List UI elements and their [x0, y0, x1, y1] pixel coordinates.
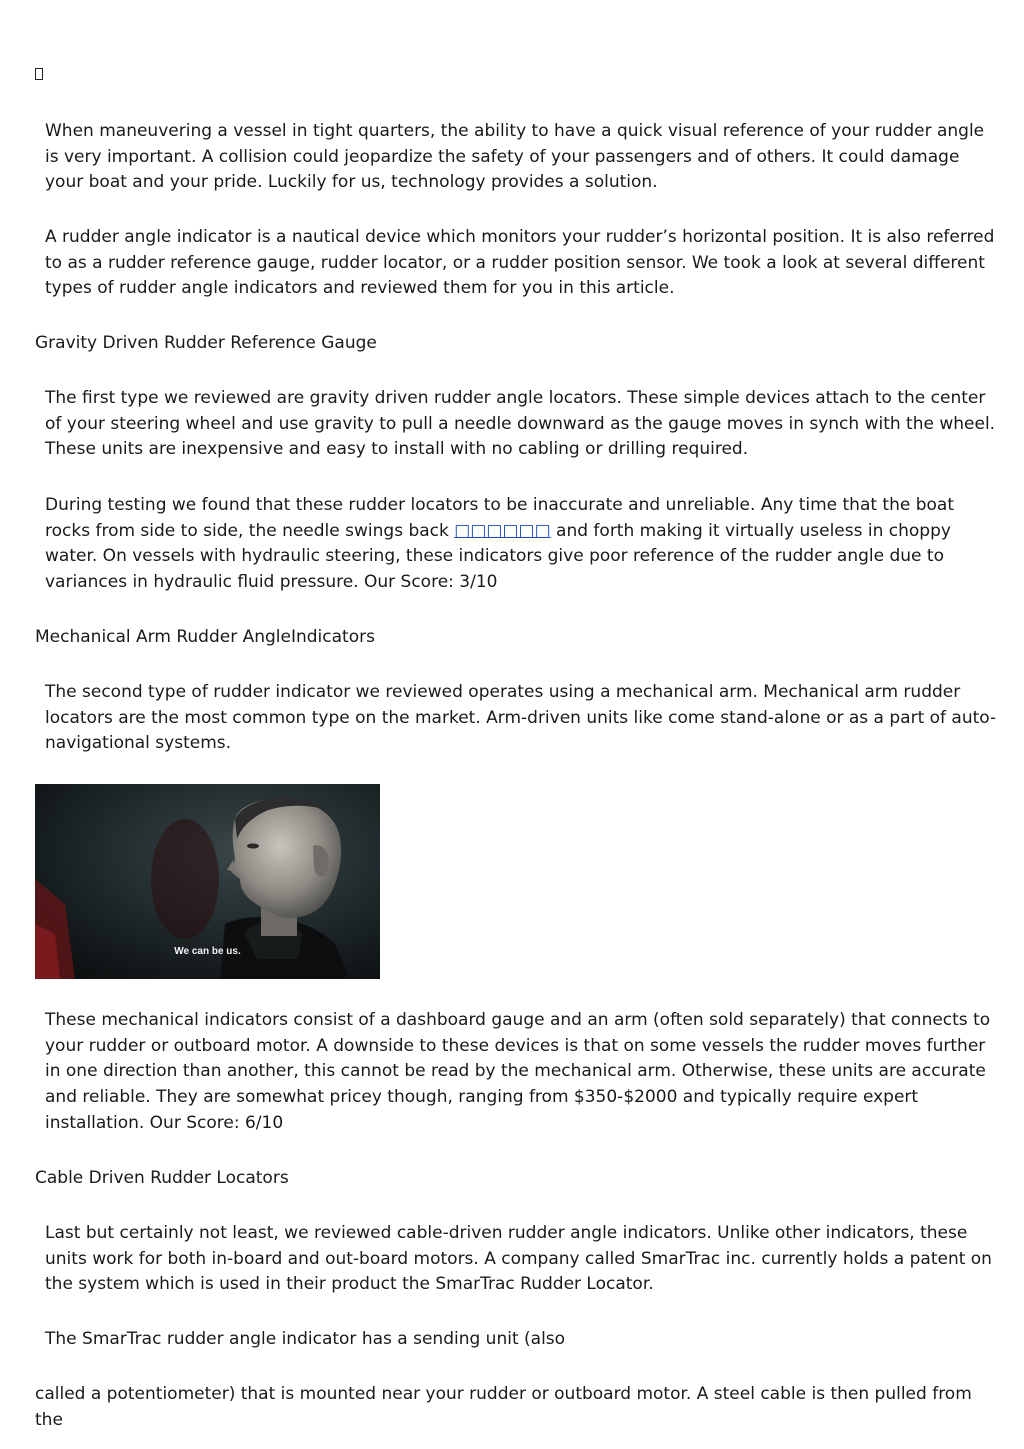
mechanical-description-paragraph: The second type of rudder indicator we reviewed operates using a mechanical arm. Mechanical arm rudder locators are the most common type on the market. Arm-driven units like come stand-alone or as a part of auto-navigational systems.	[45, 682, 997, 754]
mechanical-review-paragraph: These mechanical indicators consist of a dashboard gauge and an arm (often sold separately) that connects to your rudder or outboard motor. A downside to these devices is that on some vessels the rudder moves further in one direction than another, this cannot be read by the mechanical arm. Otherwise, these units are accurate and reliable. They are somewhat pricey though, ranging from $350-$2000 and typically require expert installation. Our Score: 6/10	[45, 1010, 991, 1133]
missing-glyph-icon	[35, 68, 43, 80]
definition-paragraph: A rudder angle indicator is a nautical device which monitors your rudder’s horizontal position. It is also referred to as a rudder reference gauge, rudder locator, or a rudder position sensor. We took a look at several different types of rudder angle indicators and reviewed them for you in this article.	[45, 227, 995, 299]
section-heading-cable: Cable Driven Rudder Locators	[35, 1168, 289, 1188]
image-subtitle: We can be us.	[174, 946, 241, 957]
video-still-image	[35, 784, 380, 979]
gravity-review-text-before: During testing we found that these rudder locators to be inaccurate and unreliable. Any time that the boat rocks from side to side, the needle swings back	[45, 495, 955, 541]
gravity-review-text-after: and forth making it virtually useless in choppy water. On vessels with hydraulic steering, these indicators give poor reference of the rudder angle due to variances in hydraulic fluid pressure. Our Score: 3/10	[45, 520, 951, 593]
section-heading-mechanical: Mechanical Arm Rudder AngleIndicators	[35, 627, 375, 647]
intro-paragraph: When maneuvering a vessel in tight quarters, the ability to have a quick visual reference of your rudder angle is very important. A collision could jeopardize the safety of your passengers and of others. It could damage your boat and your pride. Luckily for us, technology provides a solution.	[45, 121, 985, 193]
gravity-description-paragraph: The first type we reviewed are gravity driven rudder angle locators. These simple devices attach to the center of your steering wheel and use gravity to pull a needle downward as the gauge moves in synch with the wheel. These units are inexpensive and easy to install with no cabling or drilling required.	[45, 388, 996, 460]
section-heading-gravity: Gravity Driven Rudder Reference Gauge	[35, 333, 377, 353]
smartrac-paragraph: The SmarTrac rudder angle indicator has a sending unit (also	[45, 1329, 566, 1349]
inline-link[interactable]: □□□□□□	[454, 520, 551, 541]
cable-description-paragraph: Last but certainly not least, we reviewed cable-driven rudder angle indicators. Unlike other indicators, these units work for both in-board and out-board motors. A company called SmarTrac inc. currently holds a patent on the system which is used in their product the SmarTrac Rudder Locator.	[45, 1223, 992, 1295]
gravity-review-paragraph	[35, 493, 1001, 596]
continuation-paragraph: called a potentiometer) that is mounted near your rudder or outboard motor. A steel cable is then pulled from the	[35, 1384, 972, 1430]
